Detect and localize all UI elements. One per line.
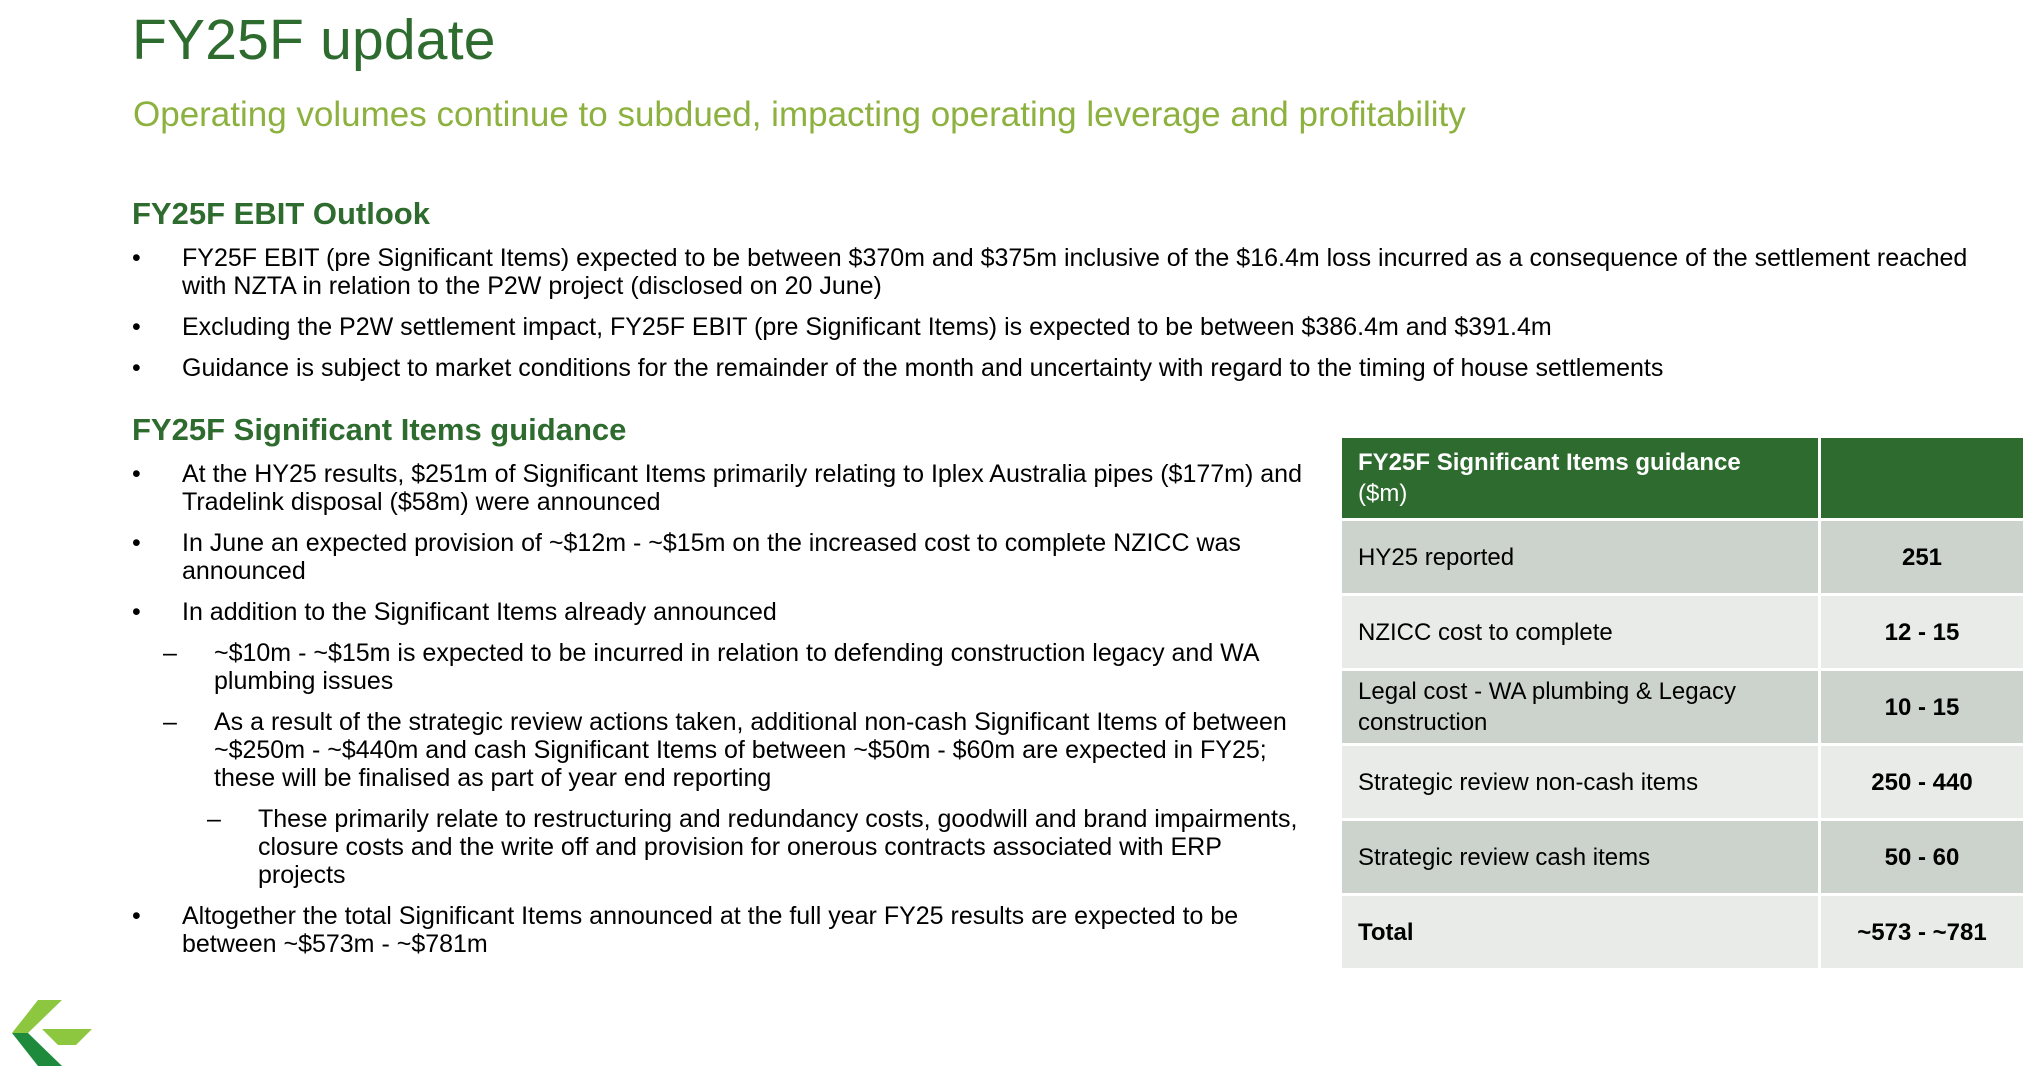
table-total-row (1341, 895, 2025, 970)
list-item: • At the HY25 results, $251m of Significant Items primarily relating to Iplex Australia pipes ($177m) and Tradelink disposal ($58m) were announced (132, 460, 1312, 516)
fletcher-logo-icon (12, 1000, 92, 1066)
ebit-outlook-list (132, 244, 1992, 395)
list-item: • Excluding the P2W settlement impact, FY25F EBIT (pre Significant Items) is expected to be between $386.4m and $391.4m (132, 313, 1992, 341)
page-title: FY25F update (132, 8, 496, 72)
table-cell-value: 50 - 60 (1820, 820, 2025, 895)
table-row (1341, 745, 2025, 820)
table-row (1341, 520, 2025, 595)
significant-items-table (1339, 435, 2026, 971)
page-subtitle: Operating volumes continue to subdued, impacting operating leverage and profitability (133, 95, 1466, 134)
table-header-value-cell (1820, 437, 2025, 520)
table-cell-value: 250 - 440 (1820, 745, 2025, 820)
list-item: – As a result of the strategic review actions taken, additional non-cash Significant Items of between ~$250m - ~$440m and cash Significant Items of between ~$50m - $60m are expected in FY25; these will be finalised as part of year end reporting (132, 708, 1312, 792)
table-cell-value: 12 - 15 (1820, 595, 2025, 670)
table-cell-value: 251 (1820, 520, 2025, 595)
table-row (1341, 820, 2025, 895)
table-header-unit: ($m) (1358, 480, 1408, 507)
table-cell-value: 10 - 15 (1820, 670, 2025, 745)
table-header-title: FY25F Significant Items guidance (1358, 449, 1741, 476)
list-item: • In addition to the Significant Items already announced (132, 598, 1312, 626)
list-item: • Altogether the total Significant Items announced at the full year FY25 results are expected to be between ~$573m - ~$781m (132, 902, 1312, 958)
table-header-row (1341, 437, 2025, 520)
table-header-cell (1341, 437, 1820, 520)
significant-items-heading: FY25F Significant Items guidance (132, 412, 627, 447)
list-item: • FY25F EBIT (pre Significant Items) expected to be between $370m and $375m inclusive of the $16.4m loss incurred as a consequence of the settlement reached with NZTA in relation to the P2W project (disclosed on 20 June) (132, 244, 1992, 300)
table-cell-label: Strategic review non-cash items (1341, 745, 1820, 820)
ebit-outlook-heading: FY25F EBIT Outlook (132, 196, 430, 231)
table-row (1341, 595, 2025, 670)
list-item: • In June an expected provision of ~$12m - ~$15m on the increased cost to complete NZICC was announced (132, 529, 1312, 585)
table-cell-label: Legal cost - WA plumbing & Legacy construction (1341, 670, 1820, 745)
list-item: – These primarily relate to restructuring and redundancy costs, goodwill and brand impairments, closure costs and the write off and provision for onerous contracts associated with ERP projects (132, 805, 1312, 889)
list-item: • Guidance is subject to market conditions for the remainder of the month and uncertainty with regard to the timing of house settlements (132, 354, 1992, 382)
table-cell-value: ~573 - ~781 (1820, 895, 2025, 970)
table-row (1341, 670, 2025, 745)
table-cell-label: Strategic review cash items (1341, 820, 1820, 895)
table-cell-label: Total (1341, 895, 1820, 970)
list-item: – ~$10m - ~$15m is expected to be incurred in relation to defending construction legacy and WA plumbing issues (132, 639, 1312, 695)
significant-items-list (132, 460, 1312, 971)
table-cell-label: NZICC cost to complete (1341, 595, 1820, 670)
table-cell-label: HY25 reported (1341, 520, 1820, 595)
